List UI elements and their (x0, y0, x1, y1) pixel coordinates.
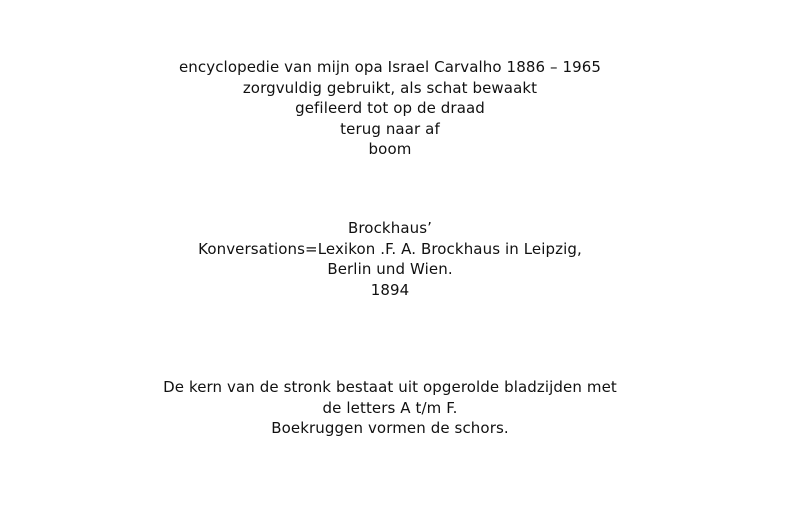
text-line: De kern van de stronk bestaat uit opgerolde bladzijden met (163, 378, 617, 396)
text-line: zorgvuldig gebruikt, als schat bewaakt (242, 78, 538, 97)
text-line: Boekruggen vormen de schors. (271, 419, 509, 437)
text-line: de letters A t/m F. (322, 398, 458, 417)
stanza-brockhaus-title (0, 218, 780, 300)
stanza-opa-encyclopedie (0, 57, 780, 160)
text-line: terug naar af (340, 119, 440, 138)
text-line: Berlin und Wien. (327, 260, 453, 278)
text-line: 1894 (370, 280, 410, 299)
text-line: encyclopedie van mijn opa Israel Carvalho 1886 – 1965 (178, 58, 602, 76)
text-line: Konversations=Lexikon .F. A. Brockhaus in Leipzig, (198, 239, 582, 258)
text-line: boom (368, 140, 412, 158)
stanza-stronk-description (0, 377, 780, 439)
text-line: Brockhaus’ (347, 219, 433, 237)
text-line: gefileerd tot op de draad (295, 99, 485, 117)
